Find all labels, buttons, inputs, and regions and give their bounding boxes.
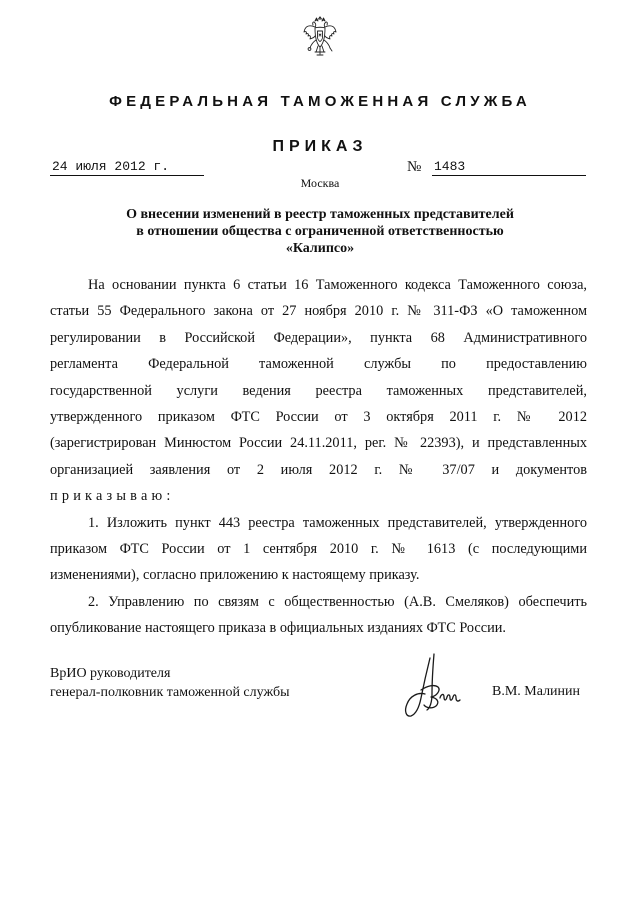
signer-position-line: генерал-полковник таможенной службы (50, 685, 290, 700)
order-verb: приказываю: (50, 488, 175, 505)
body-line: регламента Федеральной таможенной службы по предоставлению (50, 356, 587, 373)
body-line: На основании пункта 6 статьи 16 Таможенного кодекса Таможенного союза, (88, 277, 587, 293)
body-line: 1. Изложить пункт 443 реестра таможенных представителей, утвержденного (88, 514, 587, 531)
subject-line: «Калипсо» (285, 241, 355, 256)
order-date: 24 июля 2012 г. (50, 159, 204, 176)
body-line: 2. Управлению по связям с общественностью (А.В. Смеляков) обеспечить (88, 593, 587, 610)
agency-name: ФЕДЕРАЛЬНАЯ ТАМОЖЕННАЯ СЛУЖБА (109, 93, 531, 110)
body-line: организацией заявления от 2 июля 2012 г. № 37/07 и документов (50, 461, 587, 478)
body-line: регулировании в Российской Федерации», пункта 68 Административного (50, 329, 587, 346)
order-body (50, 272, 587, 641)
document-title: ПРИКАЗ (272, 138, 368, 155)
body-line: статьи 55 Федерального закона от 27 ноября 2010 г. № 311-ФЗ «О таможенном (50, 303, 587, 320)
body-line: изменениями), согласно приложению к настоящему приказу. (50, 567, 420, 584)
body-line: (зарегистрирован Минюстом России 24.11.2011, рег. № 22393), и представленных (50, 435, 587, 452)
order-subject (60, 206, 580, 257)
handwritten-signature-icon (394, 650, 472, 722)
signer-name: В.М. Малинин (492, 684, 581, 699)
body-line: утвержденного приказом ФТС России от 3 октября 2011 г. № 2012 (50, 408, 587, 425)
city: Москва (300, 176, 340, 190)
signer-position (50, 664, 289, 702)
body-line: опубликование настоящего приказа в официальных изданиях ФТС России. (50, 620, 506, 637)
body-line: государственной услуги ведения реестра таможенных представителей, (50, 382, 587, 399)
subject-line: в отношении общества с ограниченной ответственностью (136, 224, 504, 239)
body-line: приказом ФТС России от 1 сентября 2010 г. № 1613 (с последующими (50, 540, 587, 557)
signer-position-line: ВрИО руководителя (50, 666, 171, 681)
subject-line: О внесении изменений в реестр таможенных представителей (126, 207, 514, 222)
order-number: 1483 (432, 159, 586, 176)
number-sign: № (407, 159, 422, 175)
double-headed-eagle-emblem-icon (302, 16, 338, 60)
